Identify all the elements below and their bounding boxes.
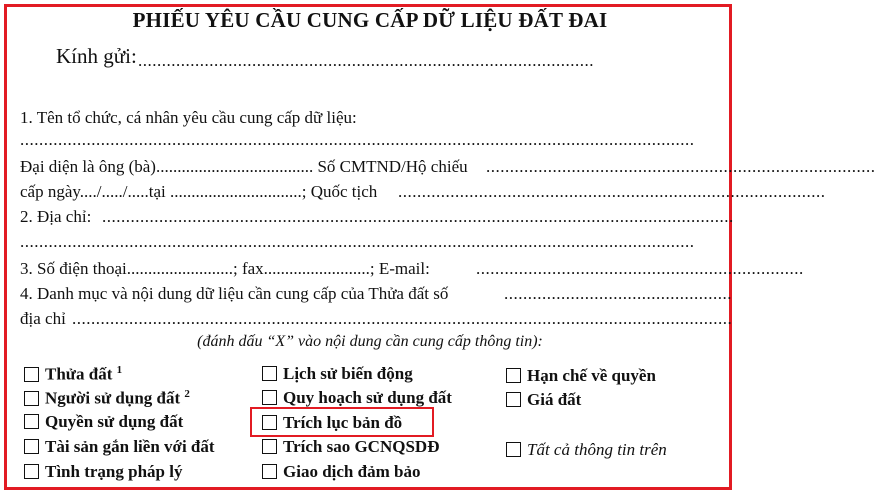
checkbox-gia-dat[interactable]: [506, 392, 521, 407]
recipient-dots: ................................................................................................: [138, 51, 594, 70]
phone-line: 3. Số điện thoại.........................; fax.........................; E-mail:: [20, 259, 430, 278]
section1-line: ..............................................................................................................................................: [20, 130, 695, 149]
option-han-che-ve-quyen[interactable]: Hạn chế về quyền: [506, 366, 656, 386]
option-quy-hoach[interactable]: Quy hoạch sử dụng đất: [262, 388, 452, 408]
checkbox-tinh-trang-phap-ly[interactable]: [24, 464, 39, 479]
option-tinh-trang-phap-ly[interactable]: Tình trạng pháp lý: [24, 462, 182, 482]
section1-label: 1. Tên tổ chức, cá nhân yêu cầu cung cấp dữ liệu:: [20, 108, 357, 127]
representative-tail: ..................................................................................: [486, 157, 876, 176]
option-tat-ca[interactable]: Tất cả thông tin trên: [506, 440, 667, 460]
representative-line: Đại diện là ông (bà)..................................... Số CMTND/Hộ chiếu: [20, 157, 468, 176]
section4-address-label: địa chỉ: [20, 309, 66, 328]
address-label: 2. Địa chỉ:: [20, 207, 92, 226]
checkbox-lich-su-bien-dong[interactable]: [262, 366, 277, 381]
option-tai-san[interactable]: Tài sản gắn liền với đất: [24, 437, 215, 457]
option-nguoi-su-dung-dat[interactable]: Người sử dụng đất $^2$: [24, 388, 190, 409]
highlight-box: [250, 407, 434, 437]
instruction-note: (đánh dấu “X” vào nội dung cần cung cấp thông tin):: [197, 333, 543, 350]
section4-label: 4. Danh mục và nội dung dữ liệu cần cung cấp của Thửa đất số: [20, 284, 449, 303]
address-line2: ..............................................................................................................................................: [20, 232, 695, 251]
option-trich-sao-gcn[interactable]: Trích sao GCNQSDĐ: [262, 437, 439, 457]
issued-line: cấp ngày..../...../.....tại ...............................; Quốc tịch: [20, 182, 378, 201]
checkbox-quy-hoach[interactable]: [262, 390, 277, 405]
checkbox-han-che-ve-quyen[interactable]: [506, 368, 521, 383]
option-trich-luc-ban-do[interactable]: Trích lục bản đồ: [262, 413, 402, 433]
section4-address-dots: ...........................................................................................................................................: [72, 309, 733, 328]
option-thua-dat[interactable]: Thửa đất $^1$: [24, 364, 122, 385]
issued-tail: ..........................................................................................: [398, 182, 826, 201]
checkbox-thua-dat[interactable]: [24, 367, 39, 382]
checkbox-giao-dich-dam-bao[interactable]: [262, 464, 277, 479]
checkbox-nguoi-su-dung-dat[interactable]: [24, 391, 39, 406]
option-giao-dich-dam-bao[interactable]: Giao dịch đảm bảo: [262, 462, 420, 482]
option-gia-dat[interactable]: Giá đất: [506, 390, 581, 410]
checkbox-tat-ca[interactable]: [506, 442, 521, 457]
form-title: PHIẾU YÊU CẦU CUNG CẤP DỮ LIỆU ĐẤT ĐAI: [132, 8, 608, 32]
checkbox-trich-sao-gcn[interactable]: [262, 439, 277, 454]
option-quyen-su-dung-dat[interactable]: Quyền sử dụng đất: [24, 412, 183, 432]
checkbox-quyen-su-dung-dat[interactable]: [24, 414, 39, 429]
recipient-label: Kính gửi:: [56, 44, 137, 68]
section4-tail: ................................................: [504, 284, 732, 303]
checkbox-tai-san[interactable]: [24, 439, 39, 454]
option-lich-su-bien-dong[interactable]: Lịch sử biến động: [262, 364, 413, 384]
address-dots: .....................................................................................................................................: [102, 207, 734, 226]
phone-tail: .....................................................................: [476, 259, 804, 278]
